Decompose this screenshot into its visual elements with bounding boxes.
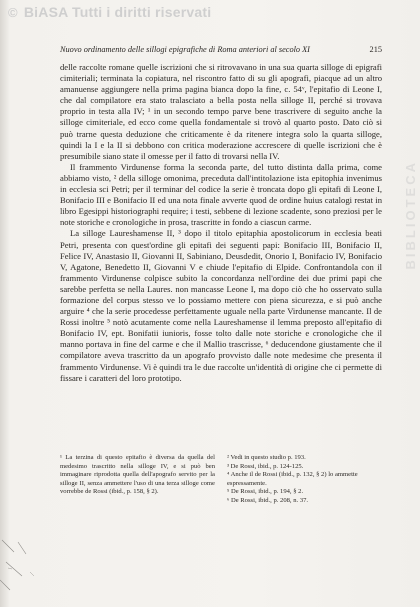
footnote: ⁴ Anche il de Rossi (ibid., p. 132, § 2) lo ammette espressamente.	[227, 471, 358, 487]
footnotes-right-column	[227, 454, 382, 506]
side-watermark: BIBLIOTECA	[403, 160, 418, 270]
page-number: 215	[369, 45, 382, 54]
paper-scratch-marks	[0, 532, 60, 592]
footnote: ² Vedi in questo studio p. 193.	[227, 454, 306, 461]
footnote: ³ De Rossi, ibid., p. 124-125.	[227, 462, 304, 470]
copyright-watermark	[8, 4, 211, 20]
footnotes	[60, 454, 382, 506]
footnotes-left-column	[60, 454, 215, 506]
paragraph: Il frammento Virdunense forma la seconda parte, del tutto distinta dalla prima, come abbiamo visto, ² della silloge omonima, preceduta dall'intitolazione ista epitophia invenimus in ecclesia sci Petri; per il terminar del codice la serie è troncata dopo gli epitafi di Leone I, Bonifacio III e Bonifacio II ed una nota finale avverte quod de ordine huius catalogi restat in libro Egesippi historiographi require; i testi, sebbene di lezione scadente, sono preziosi per le note storiche e cronologiche in prosa, trascritte in fondo a ciascun carme.	[60, 161, 382, 228]
running-title: Nuovo ordinamento delle sillogi epigrafiche di Roma anteriori al secolo XI	[60, 45, 310, 54]
copyright-symbol: ©	[8, 5, 18, 20]
watermark-text: BiASA Tutti i diritti riservati	[23, 4, 212, 20]
footnote: ⁶ De Rossi, ibid., p. 208, n. 37.	[227, 496, 309, 504]
footnote: ¹ La terzina di questo epitafio è diversa da quella del medesimo trascritto nella silloge IV, e si può ben immaginare riprodotta quella dell'apografo servito per la silloge II, senza ammettere l'uso di una terza silloge come vorrebbe de Rossi (ibid., p. 158, § 2).	[60, 454, 215, 496]
main-text	[60, 62, 382, 384]
paragraph: delle raccolte romane quelle iscrizioni che si ritrovavano in una sua quarta silloge di epigrafi cimiteriali; terminata la copiatura, nel riscontro fatto di su gli apografi, piacque ad un altro amanuense aggiungere nella prima pagina bianca dopo la fine, c. 54ᵛ, l'epitafio di Leone I, che dal compilatore era stato tralasciato a bella posta nella silloge II, perché si trovava proprio in testa alla IV; ¹ in un secondo tempo parve bene trascrivere di seguito anche la silloge cimiteriale, ed ecco come quella fondamentale si trovò al quarto posto. Dato ciò si può trarne questa deduzione che criticamente è da ritenere integra solo la quarta silloge, quindi la I e la II si debbono con critica moderazione accrescere di quelle iscrizioni che è presumibile siano state il omesse per il fatto di trovarsi nella IV.	[60, 62, 382, 161]
paragraph: La silloge Laureshamense II, ³ dopo il titolo epitaphia apostolicorum in ecclesia beati Petri, presenta con quest'ordine gli epitafi dei seguenti papi: Bonifacio III, Bonifacio II, Felice IV, Anastasio II, Giovanni II, Sabiniano, Deusdedit, Onorio I, Bonifacio IV, Bonifacio V, Agatone, Benedetto II, Giovanni V e chiude l'epitafio di Elpide. Confrontandola con il frammento Virdunense colpisce subito la concordanza nell'ordine dei due primi papi che sarebbe perfetta se nella Laures. non mancasse Leone I, ma dopo ciò che ho osservato sulla formazione del corpus stesso ve lo possiamo mettere con piena sicurezza, e si può anche arguire ⁴ che la serie procedesse perfettamente uguale nella parte Virdunense mancante. Il de Rossi inoltre ⁵ notò acutamente come nella Laureshamense il lemma preposto all'epitafio di Bonifacio IV, ept. Bonifatii iunioris, fosse tolto dalle note storiche e cronologiche che il manno portava in fine del carme e che il Mallio trascrisse, ⁶ deducendone giustamente che il compilatore aveva trascritto da un apografo provvisto dalle note medesime che presenta il frammento Virdunense. Vi è quindi tra le due raccolte un'identità di origine che ci permette di fissare i caratteri del loro prototipo.	[60, 228, 382, 383]
footnote: ⁵ De Rossi, ibid., p. 194, § 2.	[227, 488, 304, 496]
running-header	[60, 45, 382, 54]
